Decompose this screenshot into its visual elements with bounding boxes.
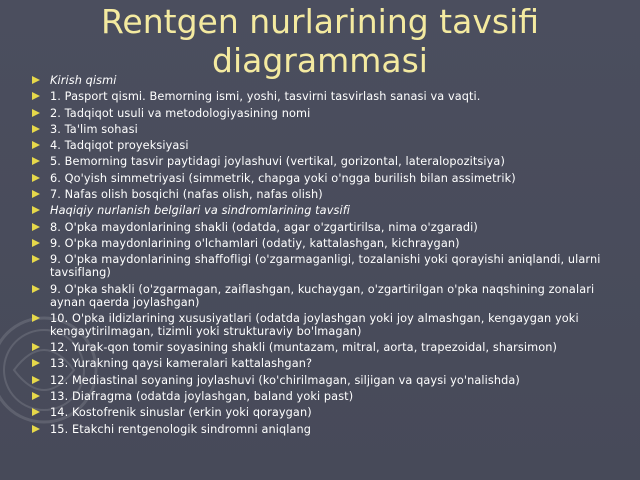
list-item <box>32 341 632 354</box>
triangle-bullet-icon <box>32 359 40 367</box>
triangle-bullet-icon <box>32 76 40 84</box>
triangle-bullet-icon <box>32 125 40 133</box>
list-item-text: 1. Pasport qismi. Bemorning ismi, yoshi, tasvirni tasvirlash sanasi va vaqti. <box>50 90 481 104</box>
list-item <box>32 139 632 152</box>
triangle-bullet-icon <box>32 141 40 149</box>
triangle-bullet-icon <box>32 174 40 182</box>
triangle-bullet-icon <box>32 255 40 263</box>
list-item-text: 15. Etakchi rentgenologik sindromni aniqlang <box>50 422 312 436</box>
triangle-bullet-icon <box>32 223 40 231</box>
list-item-text: 10. O'pka ildizlarining xususiyatlari (odatda joylashgan yoki joy almashgan, kengaygan yoki kengaytirilmagan, tizimli yoki strukturaviy bo'lmagan) <box>50 311 579 338</box>
triangle-bullet-icon <box>32 285 40 293</box>
list-item <box>32 90 632 103</box>
list-item <box>32 253 632 279</box>
list-item-text: 9. O'pka maydonlarining o'lchamlari (odatiy, kattalashgan, kichraygan) <box>50 236 460 250</box>
list-item-text: 12. Mediastinal soyaning joylashuvi (ko'chirilmagan, siljigan va qaysi yo'nalishda) <box>50 373 520 387</box>
list-item <box>32 188 632 201</box>
triangle-bullet-icon <box>32 314 40 322</box>
triangle-bullet-icon <box>32 392 40 400</box>
list-item <box>32 406 632 419</box>
bullet-list <box>32 74 632 439</box>
list-item-text: 9. O'pka maydonlarining shaffofligi (o'zgarmaganligi, tozalanishi yoki qorayishi aniqlandi, ularni tavsiflang) <box>50 253 601 280</box>
triangle-bullet-icon <box>32 109 40 117</box>
slide-title: Rentgen nurlarining tavsifi diagrammasi <box>100 2 540 80</box>
triangle-bullet-icon <box>32 190 40 198</box>
list-item <box>32 221 632 234</box>
list-item <box>32 374 632 387</box>
list-item <box>32 312 632 338</box>
list-item <box>32 74 632 87</box>
list-item-text: 8. O'pka maydonlarining shakli (odatda, agar o'zgartirilsa, nima o'zgaradi) <box>50 220 478 234</box>
list-item <box>32 283 632 309</box>
triangle-bullet-icon <box>32 408 40 416</box>
list-item-text: 7. Nafas olish bosqichi (nafas olish, nafas olish) <box>50 188 323 202</box>
list-item-text: Kirish qismi <box>50 74 117 87</box>
list-item-text: 4. Tadqiqot proyeksiyasi <box>50 139 189 153</box>
list-item-text: Haqiqiy nurlanish belgilari va sindromlarining tavsifi <box>50 204 351 218</box>
list-item <box>32 423 632 436</box>
list-item <box>32 172 632 185</box>
list-item <box>32 237 632 250</box>
triangle-bullet-icon <box>32 92 40 100</box>
list-item <box>32 357 632 370</box>
list-item-text: 2. Tadqiqot usuli va metodologiyasining nomi <box>50 106 311 120</box>
list-item-text: 9. O'pka shakli (o'zgarmagan, zaiflashgan, kuchaygan, o'zgartirilgan o'pka naqshining zonalari aynan qaerda joylashgan) <box>50 282 595 309</box>
list-item <box>32 390 632 403</box>
list-item-text: 13. Yurakning qaysi kameralari kattalashgan? <box>50 357 313 371</box>
list-item <box>32 155 632 168</box>
list-item <box>32 123 632 136</box>
triangle-bullet-icon <box>32 206 40 214</box>
triangle-bullet-icon <box>32 343 40 351</box>
list-item-text: 12. Yurak-qon tomir soyasining shakli (muntazam, mitral, aorta, trapezoidal, sharsimon) <box>50 341 558 355</box>
list-item <box>32 204 632 217</box>
triangle-bullet-icon <box>32 425 40 433</box>
triangle-bullet-icon <box>32 376 40 384</box>
list-item-text: 5. Bemorning tasvir paytidagi joylashuvi (vertikal, gorizontal, lateralopozitsiya) <box>50 155 505 169</box>
list-item-text: 13. Diafragma (odatda joylashgan, baland yoki past) <box>50 390 354 404</box>
list-item <box>32 107 632 120</box>
list-item-text: 3. Ta'lim sohasi <box>50 122 138 136</box>
list-item-text: 14. Kostofrenik sinuslar (erkin yoki qoraygan) <box>50 406 312 420</box>
list-item-text: 6. Qo'yish simmetriyasi (simmetrik, chapga yoki o'ngga burilish bilan assimetrik) <box>50 171 516 185</box>
triangle-bullet-icon <box>32 239 40 247</box>
triangle-bullet-icon <box>32 157 40 165</box>
